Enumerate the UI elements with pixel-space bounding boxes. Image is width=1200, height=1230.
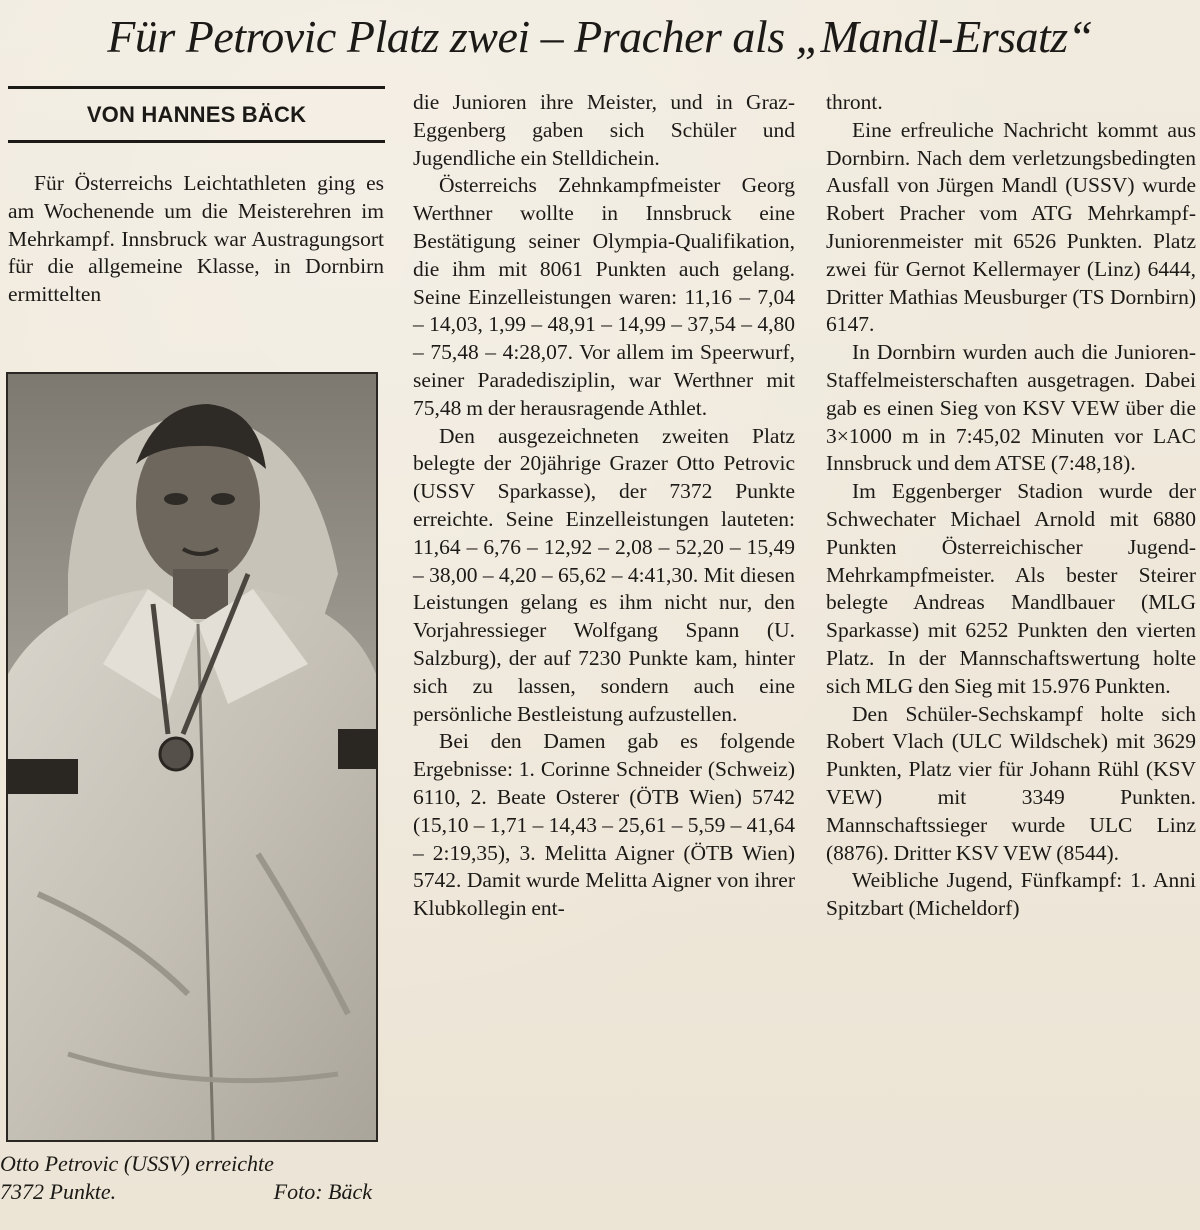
paragraph: Eine erfreuliche Nachricht kommt aus Dornbirn. Nach dem verletzungsbedingten Ausfall von Jürgen Mandl (USSV) wurde Robert Pracher vom ATG Mehrkampf-Juniorenmeister mit 6526 Punkten. Platz zwei für Gernot Kellermayer (Linz) 6444, Dritter Mathias Meusburger (TS Dornbirn) 6147. bbox=[826, 117, 1196, 337]
athlete-portrait-image bbox=[8, 374, 376, 1140]
byline-top-rule bbox=[8, 86, 385, 89]
column-1 bbox=[8, 170, 384, 309]
headline: Für Petrovic Platz zwei – Pracher als „Mandl-Ersatz“ bbox=[107, 11, 1093, 62]
paragraph: Den ausgezeichneten zweiten Platz belegte der 20jährige Grazer Otto Petrovic (USSV Sparkasse), der 7372 Punkte erreichte. Seine Einzelleistungen lauteten: 11,64 – 6,76 – 12,92 – 2,08 – 52,20 – 15,49 – 38,00 – 4,20 – 65,62 – 4:41,30. Mit diesen Leistungen gelang es ihm nicht nur, den Vorjahressieger Wolfgang Spann (U. Salzburg), der auf 7230 Punkte kam, hinter sich zu lassen, sondern auch eine persönliche Bestleistung aufzustellen. bbox=[413, 423, 795, 726]
byline: VON HANNES BÄCK bbox=[86, 102, 307, 127]
paragraph: Bei den Damen gab es folgende Ergebnisse: 1. Corinne Schneider (Schweiz) 6110, 2. Beate Osterer (ÖTB Wien) 5742 (15,10 – 1,71 – 14,43 – 25,61 – 5,59 – 41,64 – 2:19,35), 3. Melitta Aigner (ÖTB Wien) 5742. Damit wurde Melitta Aigner von ihrer Klubkollegin ent- bbox=[413, 729, 795, 921]
caption-line-2 bbox=[0, 1178, 378, 1206]
paragraph: Den Schüler-Sechskampf holte sich Robert Vlach (ULC Wildschek) mit 3629 Punkten, Platz vier für Johann Rühl (KSV VEW) mit 3349 Punkten. Mannschaftssieger wurde ULC Linz (8876). Dritter KSV VEW (8544). bbox=[826, 701, 1196, 865]
column-3 bbox=[826, 89, 1196, 923]
paragraph: Für Österreichs Leichtathleten ging es am Wochenende um die Meisterehren im Mehrkampf. Innsbruck war Austragungsort für die allgemeine Klasse, in Dornbirn ermittelten bbox=[8, 171, 384, 307]
paragraph: Weibliche Jugend, Fünfkampf: 1. Anni Spitzbart (Micheldorf) bbox=[826, 868, 1196, 921]
caption-text: 7372 Punkte. bbox=[0, 1179, 117, 1204]
column-2 bbox=[413, 89, 795, 923]
caption-line-1: Otto Petrovic (USSV) erreichte bbox=[0, 1151, 274, 1176]
photo-caption bbox=[0, 1150, 378, 1206]
paragraph: Im Eggenberger Stadion wurde der Schwechater Michael Arnold mit 6880 Punkten Österreichischer Jugend-Mehrkampfmeister. Als bester Steirer belegte Andreas Mandlbauer (MLG Sparkasse) mit 6252 Punkten den vierten Platz. In der Mannschaftswertung holte sich MLG den Sieg mit 15.976 Punkten. bbox=[826, 479, 1196, 698]
paragraph: thront. bbox=[826, 90, 883, 114]
paragraph: In Dornbirn wurden auch die Junioren-Staffelmeisterschaften ausgetragen. Dabei gab es einen Sieg von KSV VEW über die 3×1000 m in 7:45,02 Minuten vor LAC Innsbruck und dem ATSE (7:48,18). bbox=[826, 340, 1196, 476]
photo-credit: Foto: Bäck bbox=[273, 1179, 372, 1204]
byline-bottom-rule bbox=[8, 140, 385, 143]
paragraph: Österreichs Zehnkampfmeister Georg Werthner wollte in Innsbruck eine Bestätigung seiner Olympia-Qualifikation, die ihm mit 8061 Punkten auch gelang. Seine Einzelleistungen waren: 11,16 – 7,04 – 14,03, 1,99 – 48,91 – 14,99 – 37,54 – 4,80 – 75,48 – 4:28,07. Vor allem im Speerwurf, seiner Paradedisziplin, war Werthner mit 75,48 m der herausragende Athlet. bbox=[413, 173, 795, 420]
athlete-photo bbox=[6, 372, 378, 1142]
paragraph: die Junioren ihre Meister, und in Graz-Eggenberg gaben sich Schüler und Jugendliche ein Stelldichein. bbox=[413, 90, 795, 170]
